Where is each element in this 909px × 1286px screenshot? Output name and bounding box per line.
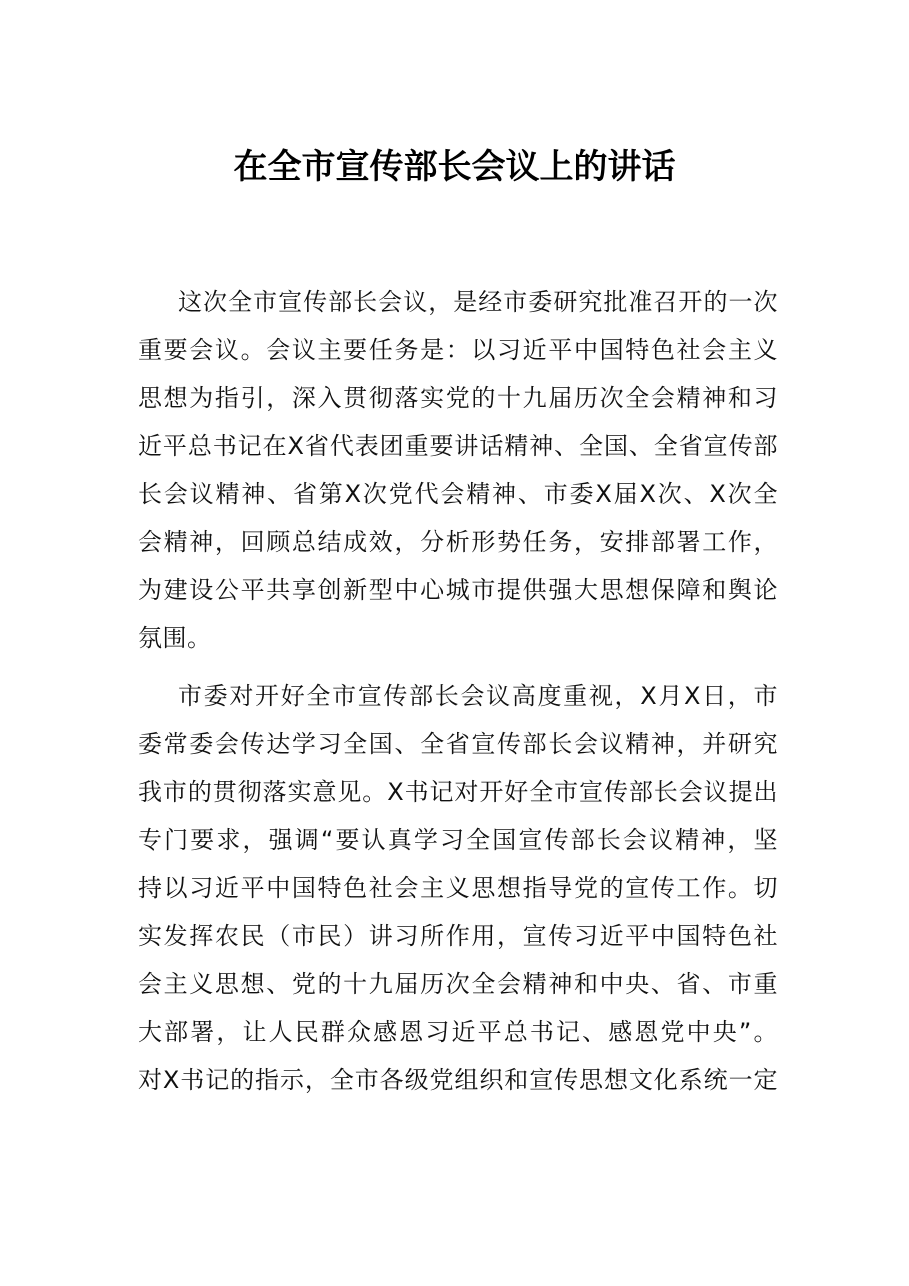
paragraph-line: 持以习近平中国特色社会主义思想指导党的宣传工作。切 — [138, 874, 778, 902]
paragraph-1 — [138, 278, 778, 662]
document-title: 在全市宣传部长会议上的讲话 — [233, 147, 676, 187]
paragraph-line: 会主义思想、党的十九届历次全会精神和中央、省、市重 — [138, 970, 778, 998]
paragraph-line: 这次全市宣传部长会议，是经市委研究批准召开的一次 — [178, 288, 778, 316]
paragraph-line: 实发挥农民（市民）讲习所作用，宣传习近平中国特色社 — [138, 922, 778, 950]
paragraph-line: 专门要求，强调“要认真学习全国宣传部长会议精神，坚 — [138, 826, 778, 854]
paragraph-line: 委常委会传达学习全国、全省宣传部长会议精神，并研究 — [138, 730, 778, 758]
paragraph-line: 会精神，回顾总结成效，分析形势任务，安排部署工作， — [138, 528, 778, 556]
paragraph-line: 重要会议。会议主要任务是：以习近平中国特色社会主义 — [138, 336, 778, 364]
paragraph-line: 市委对开好全市宣传部长会议高度重视，X月X日，市 — [178, 682, 778, 710]
paragraph-line: 长会议精神、省第X次党代会精神、市委X届X次、X次全 — [138, 480, 778, 508]
paragraph-line: 为建设公平共享创新型中心城市提供强大思想保障和舆论 — [138, 576, 778, 604]
paragraph-line: 对X书记的指示，全市各级党组织和宣传思想文化系统一定 — [138, 1066, 778, 1094]
paragraph-line: 我市的贯彻落实意见。X书记对开好全市宣传部长会议提出 — [138, 778, 778, 806]
document-body — [138, 278, 778, 1114]
paragraph-line: 氛围。 — [138, 624, 212, 652]
paragraph-line: 近平总书记在X省代表团重要讲话精神、全国、全省宣传部 — [138, 432, 778, 460]
paragraph-2 — [138, 672, 778, 1104]
paragraph-line: 思想为指引，深入贯彻落实党的十九届历次全会精神和习 — [138, 384, 778, 412]
paragraph-line: 大部署，让人民群众感恩习近平总书记、感恩党中央”。 — [138, 1018, 778, 1046]
